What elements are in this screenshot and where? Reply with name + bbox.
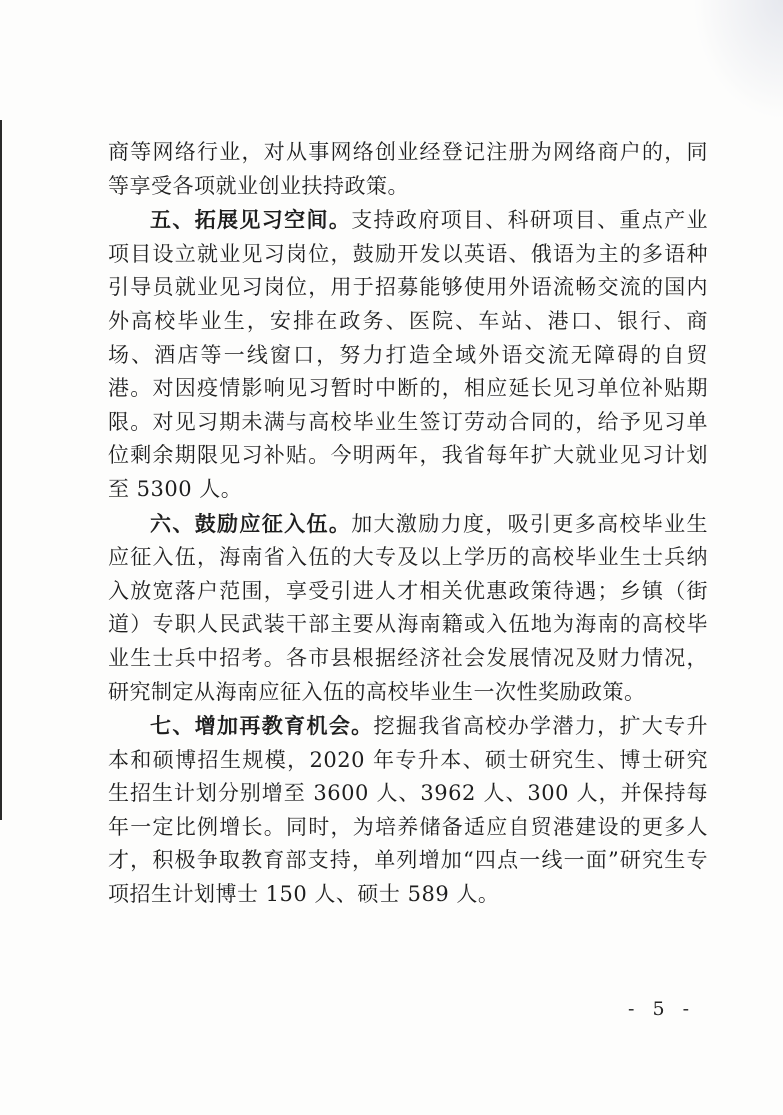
paragraph-continuation	[108, 136, 708, 203]
paragraph-section-six	[108, 507, 708, 710]
scan-edge-line	[0, 120, 2, 820]
paragraph-section-seven	[108, 709, 708, 912]
document-body	[108, 136, 708, 912]
section-heading: 六、鼓励应征入伍。	[150, 510, 352, 536]
page-number: - 5 -	[628, 998, 696, 1020]
paragraph-text: 支持政府项目、科研项目、重点产业项目设立就业见习岗位，鼓励开发以英语、俄语为主的多语种引导员就业见习岗位，用于招募能够使用外语流畅交流的国内外高校毕业生，安排在政务、医院、车站、港口、银行、商场、酒店等一线窗口，努力打造全域外语交流无障碍的自贸港。对因疫情影响见习暂时中断的，相应延长见习单位补贴期限。对见习期未满与高校毕业生签订劳动合同的，给予见习单位剩余期限见习补贴。今明两年，我省每年扩大就业见习计划至 5300 人。	[108, 208, 708, 501]
paragraph-text: 商等网络行业，对从事网络创业经登记注册为网络商户的，同等享受各项就业创业扶持政策。	[108, 140, 708, 198]
paragraph-text: 挖掘我省高校办学潜力，扩大专升本和硕博招生规模，2020 年专升本、硕士研究生、博士研究生招生计划分别增至 3600 人、3962 人、300 人，并保持每年一定比例增长。同时，为培养储备适应自贸港建设的更多人才，积极争取教育部支持，单列增加“四点一线一面”研究生专项招生计划博士 150 人、硕士 589 人。	[108, 714, 709, 907]
paragraph-text: 加大激励力度，吸引更多高校毕业生应征入伍，海南省入伍的大专及以上学历的高校毕业生士兵纳入放宽落户范围，享受引进人才相关优惠政策待遇；乡镇（街道）专职人民武装干部主要从海南籍或入伍地为海南的高校毕业生士兵中招考。各市县根据经济社会发展情况及财力情况，研究制定从海南应征入伍的高校毕业生一次性奖励政策。	[108, 511, 708, 704]
paragraph-section-five	[108, 203, 708, 506]
section-heading: 五、拓展见习空间。	[150, 207, 352, 233]
scan-shadow	[693, 0, 783, 120]
section-heading: 七、增加再教育机会。	[150, 713, 374, 739]
